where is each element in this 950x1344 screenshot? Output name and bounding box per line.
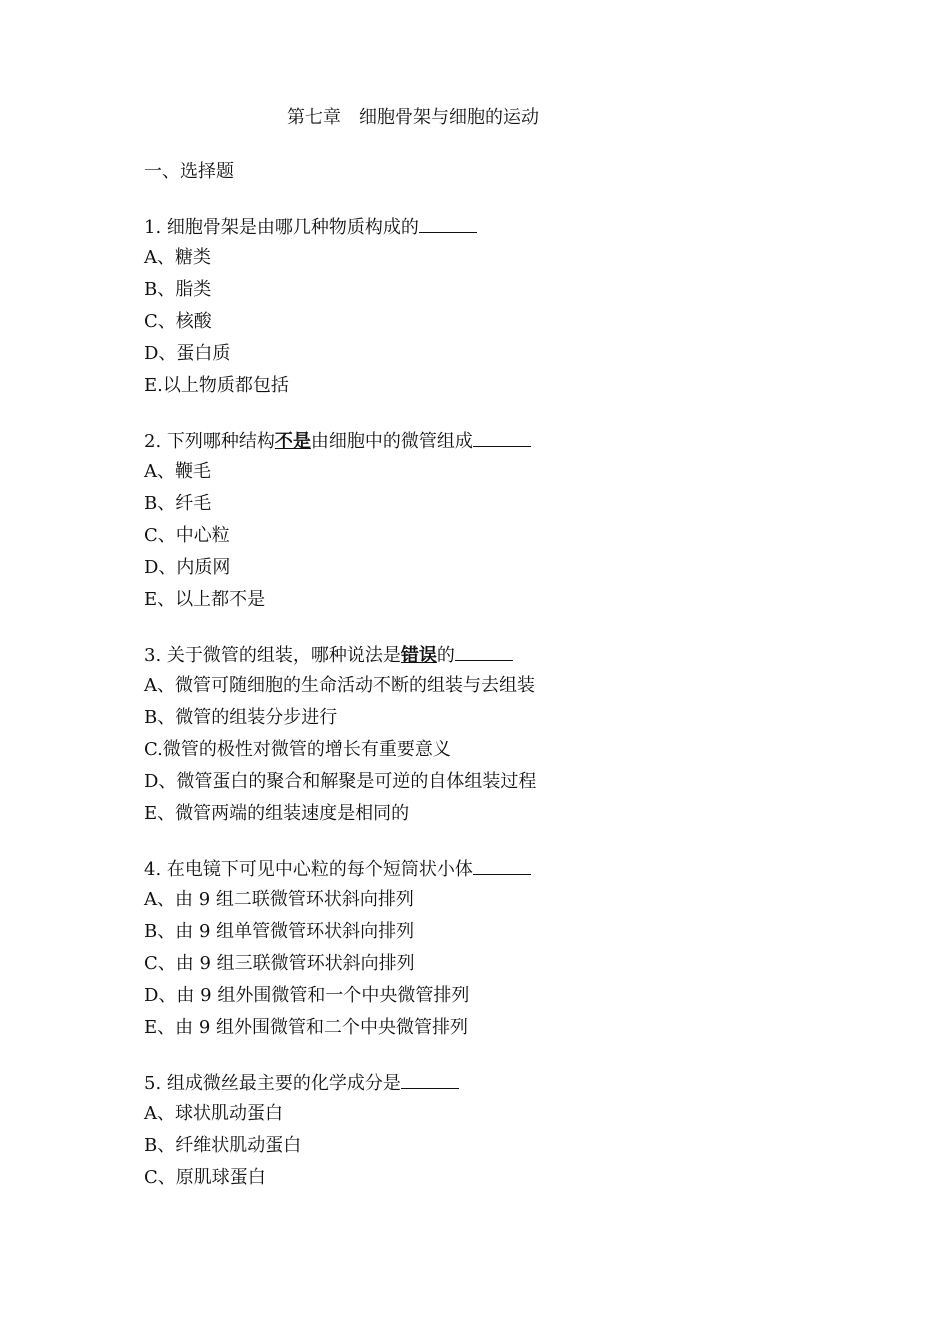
option-b: B、纤毛: [144, 493, 212, 514]
option-e: E、由 9 组外围微管和二个中央微管排列: [144, 1017, 469, 1038]
option-c: C、原肌球蛋白: [144, 1167, 266, 1188]
question-text: 在电镜下可见中心粒的每个短筒状小体: [161, 859, 473, 880]
question-4: [144, 856, 844, 1048]
option-e: E、微管两端的组装速度是相同的: [144, 803, 410, 824]
question-text: 细胞骨架是由哪几种物质构成的: [161, 217, 419, 238]
emphasis-text: 错误: [400, 645, 437, 666]
option-e: E、以上都不是: [144, 589, 266, 610]
question-5: [144, 1070, 844, 1198]
option-b: B、脂类: [144, 279, 212, 300]
option-c: C、中心粒: [144, 525, 230, 546]
question-stem: [144, 642, 844, 674]
question-3: [144, 642, 844, 834]
option-b: B、由 9 组单管微管环状斜向排列: [144, 921, 415, 942]
question-number: 2.: [144, 431, 162, 452]
option-c: C.微管的极性对微管的增长有重要意义: [144, 739, 451, 760]
question-number: 5.: [144, 1073, 162, 1094]
question-text: 下列哪种结构: [161, 431, 275, 452]
question-stem: [144, 214, 844, 246]
option-d: D、由 9 组外围微管和一个中央微管排列: [144, 985, 470, 1006]
question-number: 1.: [144, 217, 162, 238]
option-c: C、核酸: [144, 311, 212, 332]
option-e: E.以上物质都包括: [144, 375, 289, 396]
option-a: A、糖类: [144, 247, 211, 268]
option-a: A、微管可随细胞的生命活动不断的组装与去组装: [144, 675, 535, 696]
option-b: B、纤维状肌动蛋白: [144, 1135, 302, 1156]
question-text-tail: 的: [436, 645, 455, 666]
answer-blank: [401, 1070, 459, 1089]
option-a: A、由 9 组二联微管环状斜向排列: [144, 889, 414, 910]
question-text: 关于微管的组装，哪种说法是: [161, 645, 401, 666]
section-heading: 一、选择题: [144, 161, 234, 182]
answer-blank: [419, 214, 477, 233]
answer-blank: [455, 642, 513, 661]
question-stem: [144, 428, 844, 460]
emphasis-text: 不是: [274, 431, 311, 452]
question-number: 3.: [144, 645, 162, 666]
option-b: B、微管的组装分步进行: [144, 707, 338, 728]
answer-blank: [473, 428, 531, 447]
question-number: 4.: [144, 859, 162, 880]
option-d: D、内质网: [144, 557, 231, 578]
option-c: C、由 9 组三联微管环状斜向排列: [144, 953, 415, 974]
question-text: 组成微丝最主要的化学成分是: [161, 1073, 401, 1094]
option-a: A、球状肌动蛋白: [144, 1103, 283, 1124]
option-a: A、鞭毛: [144, 461, 211, 482]
answer-blank: [473, 856, 531, 875]
option-d: D、蛋白质: [144, 343, 231, 364]
question-1: [144, 214, 844, 406]
question-text-tail: 由细胞中的微管组成: [310, 431, 473, 452]
question-stem: [144, 856, 844, 888]
chapter-title: 第七章 细胞骨架与细胞的运动: [287, 107, 539, 128]
option-d: D、微管蛋白的聚合和解聚是可逆的自体组装过程: [144, 771, 537, 792]
question-stem: [144, 1070, 844, 1102]
question-2: [144, 428, 844, 620]
